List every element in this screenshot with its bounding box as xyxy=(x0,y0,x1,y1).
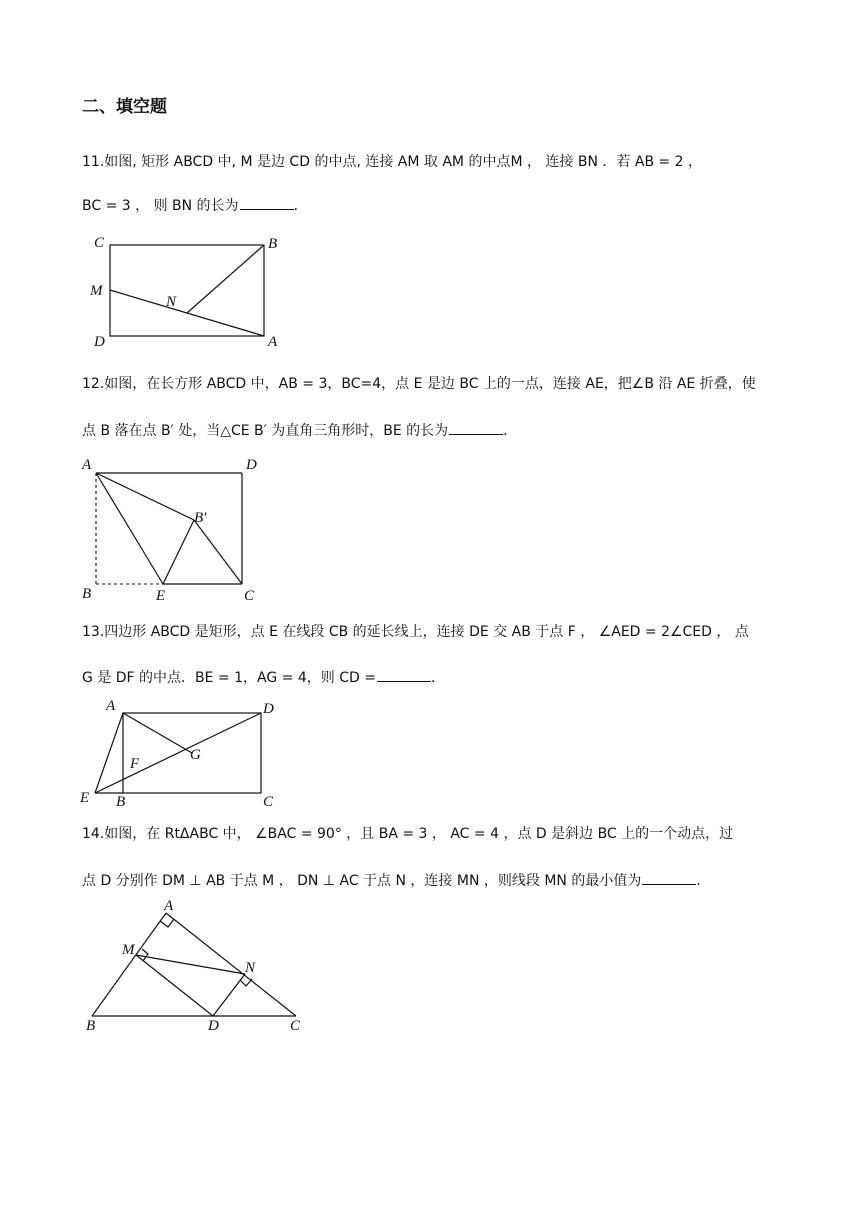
q14-label-n: N xyxy=(245,960,256,976)
q12-line-2 xyxy=(82,420,517,441)
q14-side-ab xyxy=(92,913,166,1016)
q13-end: ． xyxy=(430,670,445,686)
q14-label-b: B xyxy=(86,1018,96,1034)
q14-segment-dm xyxy=(136,955,213,1016)
q11-label-d: D xyxy=(94,334,105,350)
q14-segment-mn xyxy=(136,955,245,974)
section-title: 二、填空题 xyxy=(82,97,167,117)
q11-label-b: B xyxy=(268,236,278,252)
q14-label-d: D xyxy=(208,1018,219,1034)
q11-label-m: M xyxy=(90,283,103,299)
q13-label-b: B xyxy=(116,794,126,810)
q13-label-e: E xyxy=(80,790,90,806)
q12-line-2-text: 点 B 落在点 B′ 处，当△CE B′ 为直角三角形时，BE 的长为 xyxy=(82,423,449,439)
q13-line-1: 13.四边形 ABCD 是矩形，点 E 在线段 CB 的延长线上，连接 DE 交 AB 于点 F ， ∠AED = 2∠CED ， 点 xyxy=(82,624,749,640)
q11-line-2 xyxy=(82,195,308,216)
q13-label-g: G xyxy=(190,747,201,763)
q11-label-c: C xyxy=(94,235,105,251)
q12-label-b-prime: B′ xyxy=(194,510,207,526)
q12-line-1: 12.如图，在长方形 ABCD 中，AB = 3，BC=4，点 E 是边 BC 上的一点，连接 AE，把∠B 沿 AE 折叠，使 xyxy=(82,376,756,392)
q11-line-1: 11.如图, 矩形 ABCD 中, M 是边 CD 的中点, 连接 AM 取 AM 的中点M ， 连接 BN ．若 AB = 2 ， xyxy=(82,154,703,170)
q13-answer-blank[interactable] xyxy=(377,667,431,682)
q13-label-d: D xyxy=(263,701,274,717)
q11-line-2-text: BC = 3 ， 则 BN 的长为 xyxy=(82,198,239,214)
q14-end: ． xyxy=(696,873,711,889)
q13-segment-ag xyxy=(123,713,192,753)
q13-label-c: C xyxy=(263,794,274,810)
q14-line-1: 14.如图，在 RtΔABC 中， ∠BAC = 90° ，且 BA = 3 ， AC = 4 ，点 D 是斜边 BC 上的一个动点，过 xyxy=(82,826,734,842)
q12-label-d: D xyxy=(246,457,257,473)
q12-end: ． xyxy=(503,423,518,439)
q11-rectangle xyxy=(110,245,264,336)
q11-end: ． xyxy=(293,198,308,214)
q11-figure xyxy=(82,228,302,354)
q13-line-2 xyxy=(82,667,445,688)
q11-segment-bn xyxy=(187,245,264,313)
q13-line-2-text: G 是 DF 的中点．BE = 1，AG = 4，则 CD = xyxy=(82,670,376,686)
q14-label-c: C xyxy=(290,1018,301,1034)
q11-answer-blank[interactable] xyxy=(240,195,294,210)
q12-label-e: E xyxy=(156,588,166,604)
q13-figure xyxy=(78,696,288,812)
q13-segment-ed xyxy=(95,713,261,793)
q14-label-m: M xyxy=(122,942,135,958)
q14-line-2-text: 点 D 分别作 DM ⊥ AB 于点 M ， DN ⊥ AC 于点 N ，连接 MN ，则线段 MN 的最小值为 xyxy=(82,873,642,889)
q12-segment-b-prime-e xyxy=(163,520,194,584)
q14-label-a: A xyxy=(164,898,174,914)
q14-line-2 xyxy=(82,870,710,891)
q14-right-angle-a xyxy=(160,919,174,927)
q12-label-c: C xyxy=(244,588,255,604)
q12-label-a: A xyxy=(82,457,92,473)
q11-label-a: A xyxy=(268,334,278,350)
q12-label-b: B xyxy=(82,586,92,602)
q13-label-a: A xyxy=(106,698,116,714)
q14-side-ac xyxy=(166,913,296,1016)
q14-figure xyxy=(80,896,320,1036)
q12-segment-b-prime-c xyxy=(194,520,242,584)
q12-answer-blank[interactable] xyxy=(449,420,503,435)
q12-figure xyxy=(78,452,278,604)
q14-right-angle-m xyxy=(142,949,148,961)
q11-label-n: N xyxy=(166,294,177,310)
q14-answer-blank[interactable] xyxy=(642,870,696,885)
q13-label-f: F xyxy=(130,756,140,772)
